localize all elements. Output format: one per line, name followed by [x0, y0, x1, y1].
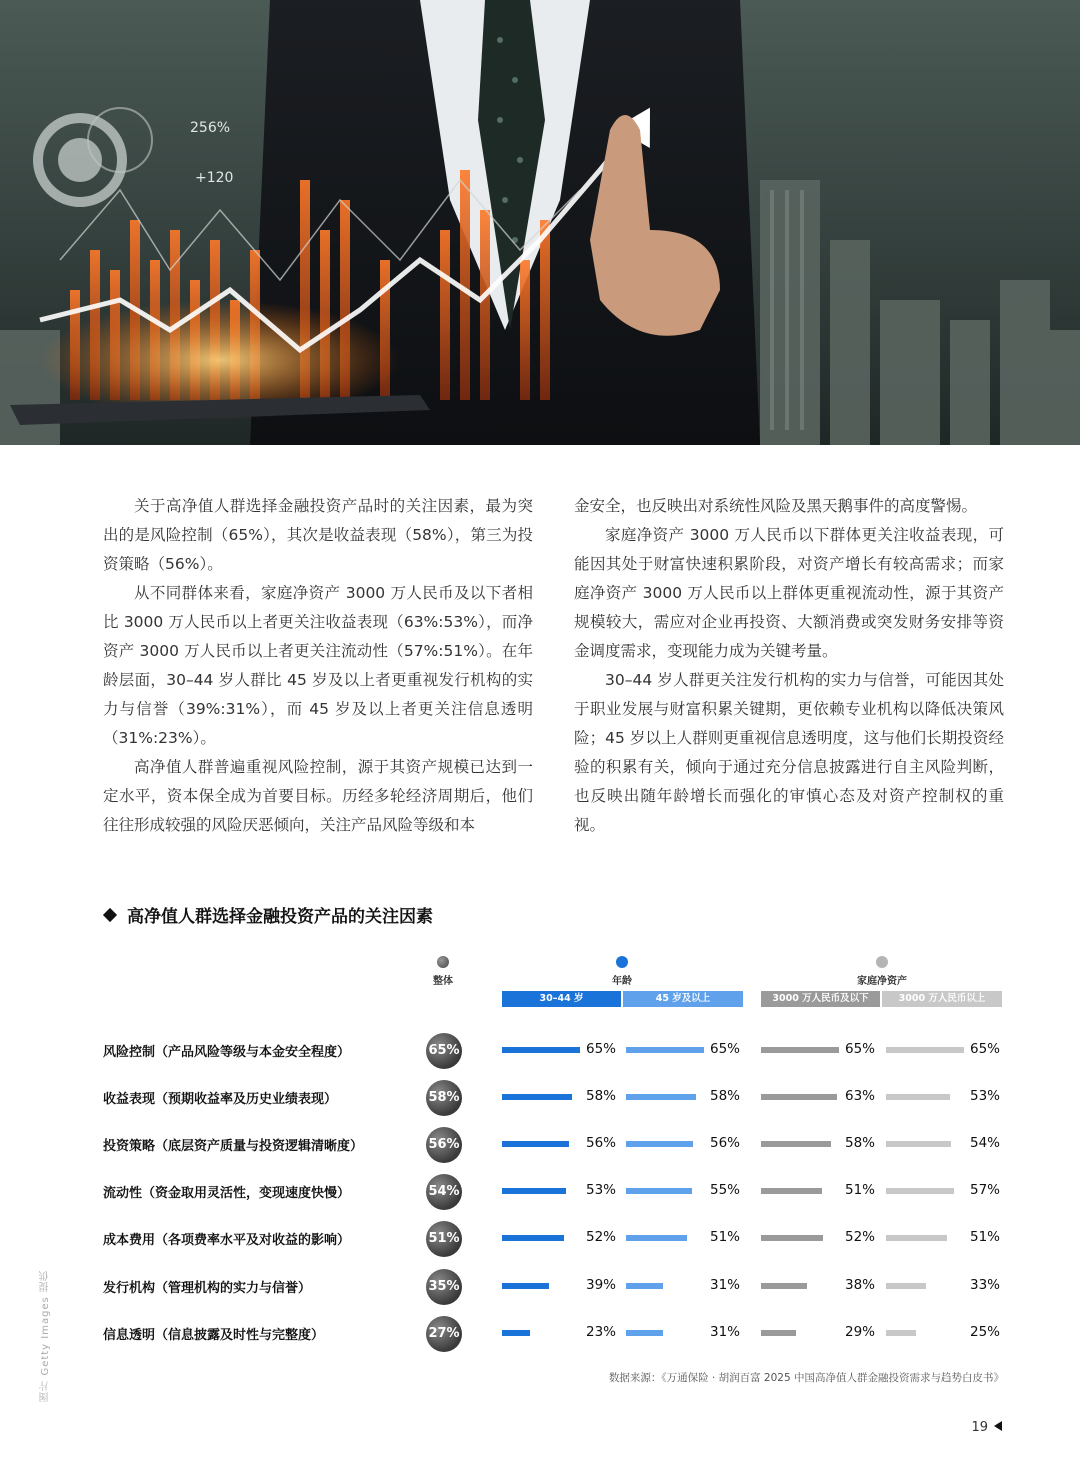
- bar-value-label: 63%: [845, 1088, 876, 1104]
- paragraph: 30–44 岁人群更关注发行机构的实力与信誉，可能因其处于职业发展与财富积累关键期，更依赖专业机构以降低决策风险；45 岁以上人群则更重视信息透明度，这与他们长期投资经验的积累有关，倾向于通过充分信息披露进行自主风险判断，也反映出随年龄增长而强化的审慎心态及对资产控制权的重视。: [574, 671, 1004, 834]
- subheader-age-45-plus: 45 岁及以上: [623, 991, 743, 1007]
- bar: [626, 1235, 687, 1241]
- bar-value-label: 65%: [970, 1041, 1001, 1057]
- hero-text-120: +120: [195, 170, 234, 186]
- bar-value-label: 51%: [710, 1229, 741, 1245]
- bar-value-label: 53%: [586, 1182, 617, 1198]
- bar-value-label: 51%: [845, 1182, 876, 1198]
- bar-value-label: 52%: [586, 1229, 617, 1245]
- chart-title-text: 高净值人群选择金融投资产品的关注因素: [127, 907, 433, 927]
- bar: [626, 1047, 704, 1053]
- bar: [886, 1047, 964, 1053]
- row-label: 投资策略（底层资产质量与投资逻辑清晰度）: [103, 1139, 364, 1154]
- bar: [761, 1188, 822, 1194]
- bar: [626, 1330, 663, 1336]
- bar-value-label: 23%: [586, 1324, 617, 1340]
- bar: [761, 1283, 807, 1289]
- bar-value-label: 51%: [970, 1229, 1001, 1245]
- bar: [886, 1283, 926, 1289]
- bar-value-label: 52%: [845, 1229, 876, 1245]
- bar-value-label: 54%: [970, 1135, 1001, 1151]
- bar: [761, 1141, 831, 1147]
- bar-value-label: 29%: [845, 1324, 876, 1340]
- bar-value-label: 31%: [710, 1277, 741, 1293]
- bar: [502, 1188, 566, 1194]
- bar: [626, 1188, 692, 1194]
- paragraph: 从不同群体来看，家庭净资产 3000 万人民币及以下者相比 3000 万人民币以上者更关注收益表现（63%:53%），而净资产 3000 万人民币以上者更关注流动性（57%:51%）。在年龄层面，30–44 岁人群比 45 岁及以上者更重视发行机构的实力与信誉（39%:31%），而 45 岁及以上者更关注信息透明（31%:23%）。: [103, 584, 533, 747]
- data-source: 数据来源：《万通保险 · 胡润百富 2025 中国高净值人群金融投资需求与趋势白皮书》: [608, 1372, 1004, 1384]
- overall-value-circle: 54%: [426, 1174, 462, 1210]
- overall-value-circle: 27%: [426, 1316, 462, 1352]
- age-dot-icon: [616, 956, 628, 968]
- bar: [626, 1283, 663, 1289]
- bar: [502, 1330, 530, 1336]
- bar-value-label: 56%: [586, 1135, 617, 1151]
- paragraph: 家庭净资产 3000 万人民币以下群体更关注收益表现，可能因其处于财富快速积累阶段，对资产增长有较高需求；而家庭净资产 3000 万人民币以上群体更重视流动性，源于其资产规模较大，需应对企业再投资、大额消费或突发财务安排等资金调度需求，变现能力成为关键考量。: [574, 526, 1004, 660]
- overall-value-circle: 65%: [426, 1033, 462, 1069]
- bar-value-label: 56%: [710, 1135, 741, 1151]
- hero-text-256: 256%: [190, 120, 231, 136]
- page-number: [971, 1420, 1002, 1435]
- bar-value-label: 39%: [586, 1277, 617, 1293]
- subheader-assets-below: 3000 万人民币及以下: [761, 991, 880, 1007]
- bar: [761, 1047, 839, 1053]
- overall-dot-icon: [437, 956, 449, 968]
- bar: [886, 1330, 916, 1336]
- bar: [761, 1235, 823, 1241]
- bar-value-label: 57%: [970, 1182, 1001, 1198]
- bar: [626, 1141, 693, 1147]
- bar-value-label: 38%: [845, 1277, 876, 1293]
- subheader-age-30-44: 30–44 岁: [502, 991, 621, 1007]
- overall-value-circle: 51%: [426, 1221, 462, 1257]
- bar: [626, 1094, 696, 1100]
- bar-value-label: 65%: [710, 1041, 741, 1057]
- group-overall-label: 整体: [433, 976, 453, 987]
- group-assets-label: 家庭净资产: [857, 976, 907, 987]
- row-label: 发行机构（管理机构的实力与信誉）: [103, 1281, 312, 1296]
- triangle-left-icon: [994, 1421, 1002, 1431]
- bar-value-label: 58%: [586, 1088, 617, 1104]
- subheader-assets-above: 3000 万人民币以上: [882, 991, 1002, 1007]
- row-label: 流动性（资金取用灵活性，变现速度快慢）: [103, 1186, 351, 1201]
- hero-illustration: [0, 0, 1080, 445]
- bar-value-label: 65%: [845, 1041, 876, 1057]
- paragraph-continuation: 金安全，也反映出对系统性风险及黑天鹅事件的高度警惕。: [574, 497, 978, 515]
- paragraph: 高净值人群普遍重视风险控制，源于其资产规模已达到一定水平，资本保全成为首要目标。历经多轮经济周期后，他们往往形成较强的风险厌恶倾向，关注产品风险等级和本: [103, 758, 533, 834]
- row-label: 成本费用（各项费率水平及对收益的影响）: [103, 1233, 351, 1248]
- diamond-icon: [103, 908, 117, 922]
- bar: [886, 1235, 947, 1241]
- photo-credit: 图片 Getty Images 提供: [40, 1270, 51, 1402]
- bar: [502, 1047, 580, 1053]
- group-age-label: 年龄: [612, 976, 632, 987]
- row-label: 信息透明（信息披露及时性与完整度）: [103, 1328, 325, 1343]
- bar: [761, 1094, 837, 1100]
- overall-value-circle: 35%: [426, 1269, 462, 1305]
- row-label: 收益表现（预期收益率及历史业绩表现）: [103, 1092, 338, 1107]
- bar-value-label: 33%: [970, 1277, 1001, 1293]
- paragraph: 关于高净值人群选择金融投资产品时的关注因素，最为突出的是风险控制（65%），其次是收益表现（58%），第三为投资策略（56%）。: [103, 497, 533, 573]
- bar: [886, 1141, 951, 1147]
- bar: [502, 1283, 549, 1289]
- assets-dot-icon: [876, 956, 888, 968]
- bar: [502, 1094, 572, 1100]
- bar-value-label: 31%: [710, 1324, 741, 1340]
- bar-value-label: 65%: [586, 1041, 617, 1057]
- bar: [761, 1330, 796, 1336]
- bar: [886, 1188, 954, 1194]
- bar: [502, 1235, 564, 1241]
- bar: [502, 1141, 569, 1147]
- overall-value-circle: 58%: [426, 1080, 462, 1116]
- bar-value-label: 55%: [710, 1182, 741, 1198]
- bar-value-label: 58%: [710, 1088, 741, 1104]
- bar-value-label: 25%: [970, 1324, 1001, 1340]
- bar: [886, 1094, 950, 1100]
- page-number-text: 19: [971, 1420, 988, 1435]
- overall-value-circle: 56%: [426, 1127, 462, 1163]
- bar-value-label: 53%: [970, 1088, 1001, 1104]
- hero-image: [0, 0, 1080, 445]
- row-label: 风险控制（产品风险等级与本金安全程度）: [103, 1045, 351, 1060]
- bar-value-label: 58%: [845, 1135, 876, 1151]
- article-left-column: [103, 492, 533, 840]
- article-right-column: [574, 492, 1004, 840]
- chart-title: [105, 902, 433, 927]
